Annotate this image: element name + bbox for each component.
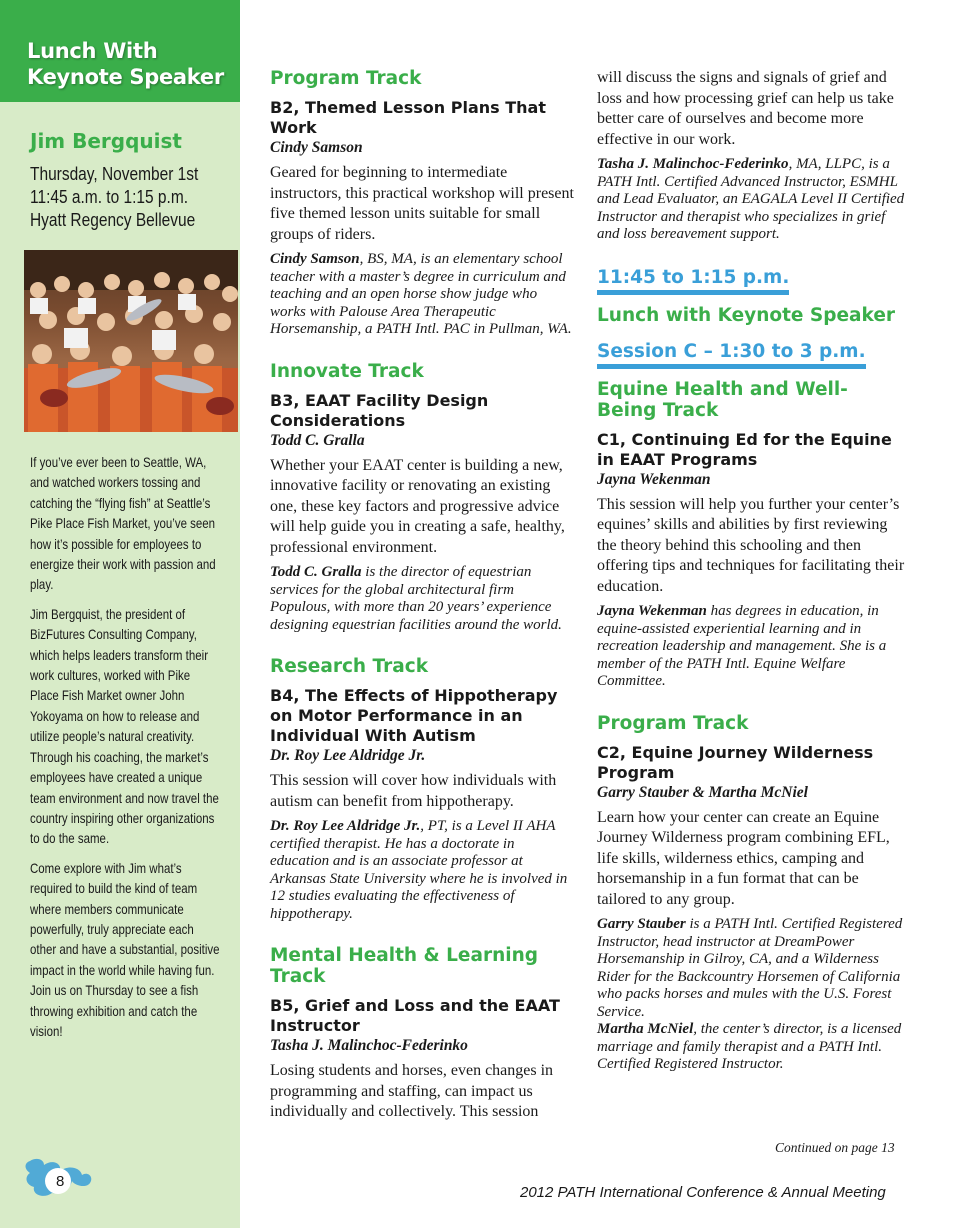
session-title: C2, Equine Journey Wilderness Program [597,742,874,782]
bio-text: , BS, MA, is an elementary school teacher with a master’s degree in curriculum and teaching and an open horse show judge who works with Palouse Area Therapeutic Horsemanship, a PATH Intl. PAC in Pullman, WA. [270,251,572,337]
lunch-label: Lunch with Keynote Speaker [597,304,895,326]
bio-name: Todd C. Gralla [270,564,362,580]
session-c2 [597,713,907,1074]
session-description: Whether your EAAT center is building a new, innovative facility or renovating an existing one, these key factors and progressive advice will help guide you in creating a safe, healthy, professional environment. [270,456,565,556]
track-heading: Research Track [270,656,428,677]
bio-text: , the center’s director, is a licensed marriage and family therapist and a PATH Intl. Certified Registered Instructor. [597,1021,902,1072]
presenter-bio [270,564,575,634]
presenter-bio [270,251,575,339]
track-heading: Program Track [270,68,422,89]
bio-name: Jayna Wekenman [597,603,707,619]
event-info [30,163,206,232]
event-time: 11:45 a.m. to 1:15 p.m. [30,187,189,207]
presenter-name: Todd C. Gralla [270,431,365,449]
track-heading: Mental Health & Learning Track [270,945,538,987]
presenter-name: Garry Stauber & Martha McNiel [597,783,808,801]
session-description-continued: will discuss the signs and signals of grief and loss and how processing grief can help us take better care of ourselves and become more effective in our work. [597,69,894,148]
session-title: B3, EAAT Facility Design Considerations [270,390,489,430]
sidebar-title-line2: Keynote Speaker [27,65,224,89]
session-description: Geared for beginning to intermediate instructors, this practical workshop will present five themed lesson units suitable for small groups of riders. [270,164,574,243]
presenter-name: Tasha J. Malinchoc-Federinko [270,1037,468,1054]
presenter-bio [597,916,907,1021]
presenter-name: Cindy Samson [270,139,363,156]
session-title: B2, Themed Lesson Plans That Work [270,98,546,137]
track-heading: Equine Health and Well-Being Track [597,378,848,421]
session-c-heading: Session C – 1:30 to 3 p.m. [597,340,866,369]
sidebar-title-line1: Lunch With [27,39,158,63]
session-title: C1, Continuing Ed for the Equine in EAAT Programs [597,429,892,469]
sidebar-paragraph-2: Jim Bergquist, the president of BizFutures Consulting Company, which helps leaders transform their work cultures, worked with Pike Place Fish Market owner John Yokoyama on how to release and utilize people’s natural creativity. Through his coaching, the market’s employees have created a unique team environment and now travel the country inspiring other organizations to do the same. [30,605,219,847]
session-b5 [270,945,575,1123]
session-b4 [270,656,575,923]
session-title: B5, Grief and Loss and the EAAT Instructor [270,996,560,1035]
fish-market-photo [24,250,238,432]
bio-text: is the director of equestrian services for the global architectural firm Populous, with more than 20 years’ experience designing equestrian facilities around the world. [270,564,562,633]
sidebar-title [27,38,237,90]
bio-text: , MA, LLPC, is a PATH Intl. Certified Advanced Instructor, ESMHL and Lead Evaluator, an EAGALA Level II Certified Instructor and therapist who specializes in grief and loss bereavement support. [597,156,905,242]
session-description: Learn how your center can create an Equine Journey Wilderness program combining EFL, life skills, wilderness ethics, camping and horsemanship in a fun format that can be tailored to any group. [597,808,890,908]
column-2 [597,68,907,1096]
presenter-bio [270,818,575,923]
page-number: 8 [56,1173,65,1190]
fish-market-crowd-image [24,250,238,432]
bio-name: Tasha J. Malinchoc-Federinko [597,156,789,172]
sidebar [0,0,240,1228]
presenter-bio [597,156,907,244]
continued-note: Continued on page 13 [775,1140,895,1155]
track-heading: Program Track [597,712,749,734]
page-footer: 2012 PATH International Conference & Annual Meeting [520,1184,886,1201]
bio-text: is a PATH Intl. Certified Registered Instructor, head instructor at DreamPower Horsemanship in Gilroy, CA, and a Wilderness Rider for the Backcountry Horsemen of California who packs horses and mules with the U.S. Forest Service. [597,916,903,1020]
presenter-name: Dr. Roy Lee Aldridge Jr. [270,747,426,764]
session-description: This session will cover how individuals with autism can benefit from hippotherapy. [270,772,557,810]
column-1 [270,68,575,1129]
bio-text: , PT, is a Level II AHA certified therapist. He has a doctorate in education and is an associate professor at Arkansas State University where he is involved in 12 studies evaluating the effectiveness of hippotherapy. [270,818,568,922]
bio-name: Cindy Samson [270,251,360,267]
event-venue: Hyatt Regency Bellevue [30,210,196,230]
presenter-bio-2 [597,1021,907,1074]
session-description: This session will help you further your center’s equines’ skills and abilities by first reviewing the theory behind this schooling and then offering tips and techniques for facilitating their education. [597,495,905,595]
speaker-name: Jim Bergquist [30,129,182,153]
sidebar-paragraph-1: If you’ve ever been to Seattle, WA, and watched workers tossing and catching the “flying fish” at Seattle’s Pike Place Fish Market, you’ve seen how it’s possible for employees to energize their work with passion and play. [30,454,216,593]
session-b2 [270,68,575,339]
session-description: Losing students and horses, even changes in programming and staffing, can impact us individually and collectively. This session [270,1062,554,1120]
presenter-bio [597,603,907,691]
bio-name: Dr. Roy Lee Aldridge Jr. [270,818,421,834]
session-c1 [597,379,907,691]
presenter-name: Jayna Wekenman [597,470,711,488]
sidebar-header [0,0,240,102]
session-title: B4, The Effects of Hippotherapy on Motor Performance in an Individual With Autism [270,686,558,745]
bio-text: has degrees in education, in equine-assisted experiential learning and in recreation leadership and management. She is a member of the PATH Intl. Equine Welfare Committee. [597,603,887,689]
track-heading: Innovate Track [270,360,424,382]
sidebar-paragraph-3: Come explore with Jim what’s required to build the kind of team where members communicate powerfully, truly appreciate each other and have a substantial, positive impact in the world while having fun. Join us on Thursday to see a fish throwing exhibition and catch the vision! [30,859,220,1039]
lunch-time-heading: 11:45 to 1:15 p.m. [597,266,789,295]
event-date: Thursday, November 1st [30,164,199,184]
sidebar-body [30,452,240,1050]
session-b3 [270,361,575,635]
bio-name: Martha McNiel [597,1021,694,1037]
bio-name: Garry Stauber [597,916,686,932]
